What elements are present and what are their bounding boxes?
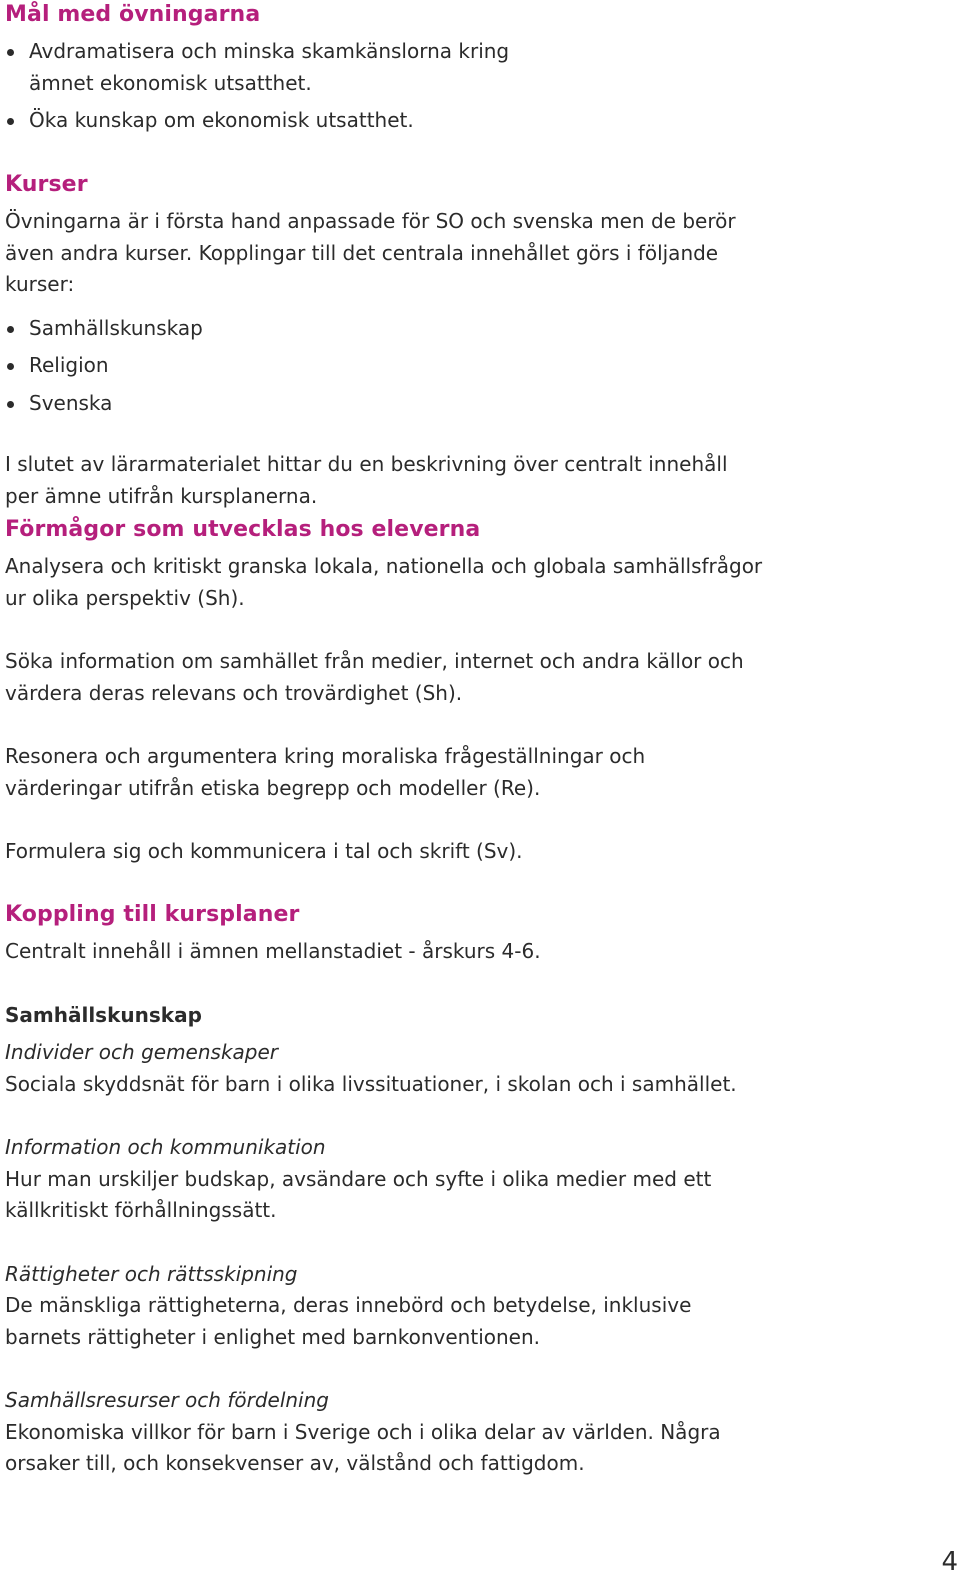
bullet-item: Religion (5, 350, 905, 382)
section-formagor (5, 515, 905, 868)
bullet-dot-icon (7, 363, 14, 370)
bullet-dot-icon (7, 401, 14, 408)
section-heading-mal: Mål med övningarna (5, 2, 261, 27)
section-mal (5, 0, 905, 137)
koppling-intro: Centralt innehåll i ämnen mellanstadiet - årskurs 4-6. (5, 939, 541, 963)
formagor-paragraph: Resonera och argumentera kring moraliska frågeställningar och värderingar utifrån etiska begrepp och modeller (Re). (5, 744, 646, 800)
topic-block (5, 1132, 795, 1227)
kurser-bullet-list (5, 313, 905, 420)
bullet-item: Samhällskunskap (5, 313, 905, 345)
formagor-paragraph: Analysera och kritiskt granska lokala, nationella och globala samhällsfrågor ur olika perspektiv (Sh). (5, 554, 763, 610)
topic-block (5, 1259, 765, 1354)
section-kurser (5, 170, 905, 512)
bullet-item: Avdramatisera och minska skamkänslorna kring ämnet ekonomisk utsatthet. (5, 36, 565, 99)
topic-text: Ekonomiska villkor för barn i Sverige och i olika delar av världen. Några orsaker till, och konsekvenser av, välstånd och fattigdom. (5, 1419, 721, 1475)
topic-text: De mänskliga rättigheterna, deras innebörd och betydelse, inklusive barnets rättigheter i enlighet med barnkonventionen. (5, 1293, 692, 1349)
bullet-item: Öka kunskap om ekonomisk utsatthet. (5, 105, 565, 137)
topic-title: Information och kommunikation (5, 1135, 326, 1159)
mal-bullet-list (5, 36, 565, 137)
topic-text: Hur man urskiljer budskap, avsändare och syfte i olika medier med ett källkritiskt förhållningssätt. (5, 1166, 712, 1222)
formagor-paragraph: Formulera sig och kommunicera i tal och skrift (Sv). (5, 839, 523, 863)
page-number: 4 (941, 1547, 958, 1577)
subject-heading: Samhällskunskap (5, 1002, 202, 1027)
topic-title: Rättigheter och rättsskipning (5, 1261, 298, 1286)
bullet-dot-icon (7, 118, 14, 125)
bullet-dot-icon (7, 49, 14, 56)
topic-block (5, 1385, 785, 1480)
section-heading-formagor: Förmågor som utvecklas hos eleverna (5, 517, 481, 542)
section-heading-kurser: Kurser (5, 172, 88, 197)
topic-title: Samhällsresurser och fördelning (5, 1388, 329, 1412)
formagor-paragraph: Söka information om samhället från medier, internet och andra källor och värdera deras relevans och trovärdighet (Sh). (5, 649, 744, 705)
bullet-dot-icon (7, 326, 14, 333)
topic-block (5, 1037, 795, 1100)
bullet-item: Svenska (5, 388, 905, 420)
topic-text: Sociala skyddsnät för barn i olika livssituationer, i skolan och i samhället. (5, 1071, 737, 1096)
kurser-intro: Övningarna är i första hand anpassade för SO och svenska men de berör även andra kurser. Kopplingar till det centrala innehållet görs i följande kurser: (5, 209, 736, 296)
section-koppling (5, 900, 905, 1480)
topic-title: Individer och gemenskaper (5, 1040, 279, 1064)
section-heading-koppling: Koppling till kursplaner (5, 902, 300, 927)
kurser-outro: I slutet av lärarmaterialet hittar du en beskrivning över centralt innehåll per ämne utifrån kursplanerna. (5, 452, 728, 508)
